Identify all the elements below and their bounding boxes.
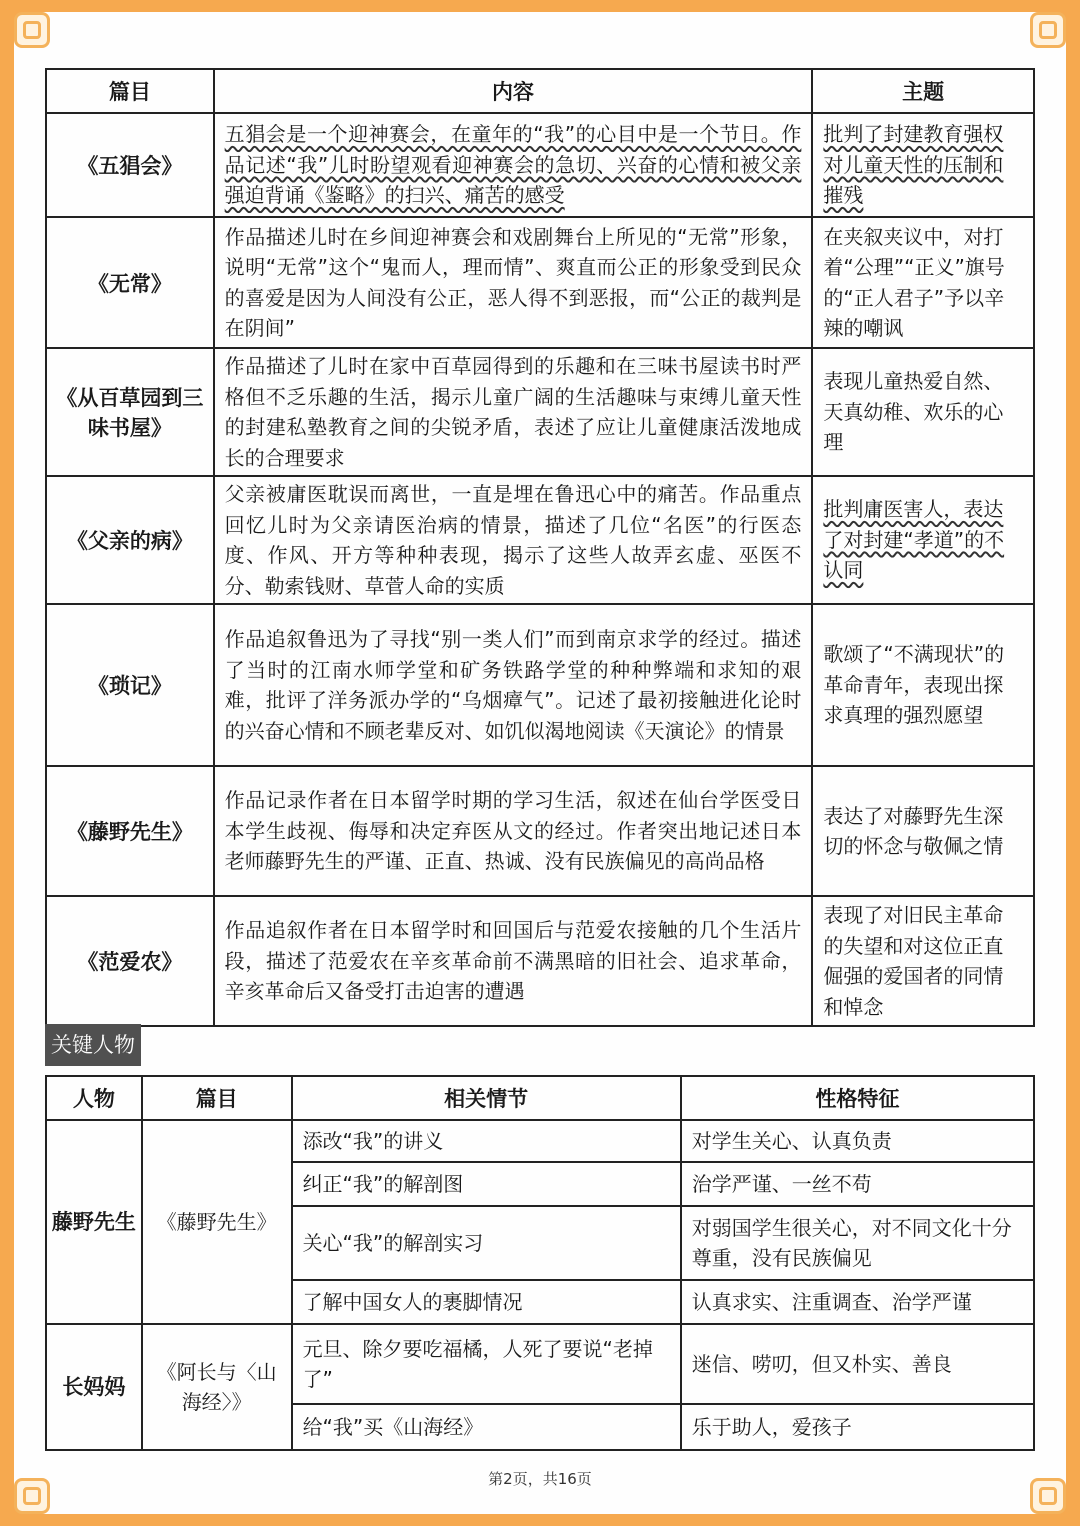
header-work: 篇目	[142, 1076, 292, 1120]
table-row	[46, 113, 1034, 217]
work-content: 作品描述儿时在乡间迎神赛会和戏剧舞台上所见的“无常”形象，说明“无常”这个“鬼而人，理而情”、爽直而公正的形象受到民众的喜爱是因为人间没有公正，恶人得不到恶报，而“公正的裁判是在阴间”	[214, 217, 813, 348]
characters-table-header	[46, 1076, 1034, 1120]
table-row	[46, 766, 1034, 896]
work-theme: 表现儿童热爱自然、天真幼稚、欢乐的心理	[812, 348, 1034, 476]
work-title: 《琐记》	[46, 604, 214, 766]
trait-cell: 治学严谨、一丝不苟	[681, 1162, 1034, 1206]
table-row	[46, 604, 1034, 766]
works-table-header	[46, 69, 1034, 113]
plot-cell: 关心“我”的解剖实习	[292, 1206, 681, 1280]
work-title: 《五猖会》	[46, 113, 214, 217]
work-content: 作品追叙鲁迅为了寻找“别一类人们”而到南京求学的经过。描述了当时的江南水师学堂和矿务铁路学堂的种种弊端和求知的艰难，批评了洋务派办学的“乌烟瘴气”。记述了最初接触进化论时的兴奋心情和不顾老辈反对、如饥似渴地阅读《天演论》的情景	[214, 604, 813, 766]
header-content: 内容	[214, 69, 813, 113]
table-row	[46, 476, 1034, 604]
table-row	[46, 1324, 1034, 1404]
header-title: 篇目	[46, 69, 214, 113]
table-row	[46, 896, 1034, 1026]
work-content: 作品记录作者在日本留学时期的学习生活，叙述在仙台学医受日本学生歧视、侮辱和决定弃医从文的经过。作者突出地记述日本老师藤野先生的严谨、正直、热诚、没有民族偏见的高尚品格	[214, 766, 813, 896]
header-plot: 相关情节	[292, 1076, 681, 1120]
character-name: 藤野先生	[46, 1120, 142, 1324]
page-number: 第2页，共16页	[488, 1470, 592, 1488]
header-trait: 性格特征	[681, 1076, 1034, 1120]
plot-cell: 给“我”买《山海经》	[292, 1404, 681, 1450]
table-row	[46, 1120, 1034, 1162]
work-content: 父亲被庸医耽误而离世，一直是埋在鲁迅心中的痛苦。作品重点回忆儿时为父亲请医治病的情景，描述了几位“名医”的行医态度、作风、开方等种种表现，揭示了这些人故弄玄虚、巫医不分、勒索钱财、草菅人命的实质	[214, 476, 813, 604]
work-content: 作品追叙作者在日本留学时和回国后与范爱农接触的几个生活片段，描述了范爱农在辛亥革命前不满黑暗的旧社会、追求革命，辛亥革命后又备受打击迫害的遭遇	[214, 896, 813, 1026]
work-theme: 表达了对藤野先生深切的怀念与敬佩之情	[812, 766, 1034, 896]
section-label: 关键人物	[45, 1024, 141, 1066]
trait-cell: 认真求实、注重调查、治学严谨	[681, 1280, 1034, 1324]
trait-cell: 乐于助人，爱孩子	[681, 1404, 1034, 1450]
work-theme: 批判了封建教育强权对儿童天性的压制和摧残	[812, 113, 1034, 217]
work-title: 《藤野先生》	[46, 766, 214, 896]
work-theme: 表现了对旧民主革命的失望和对这位正直倔强的爱国者的同情和悼念	[812, 896, 1034, 1026]
plot-cell: 元旦、除夕要吃福橘，人死了要说“老掉了”	[292, 1324, 681, 1404]
works-table	[45, 68, 1035, 1027]
header-person: 人物	[46, 1076, 142, 1120]
corner-ornament-icon	[1030, 12, 1066, 48]
work-theme: 批判庸医害人，表达了对封建“孝道”的不认同	[812, 476, 1034, 604]
page	[14, 12, 1066, 1514]
characters-table	[45, 1075, 1035, 1451]
work-title: 《无常》	[46, 217, 214, 348]
character-work: 《藤野先生》	[142, 1120, 292, 1324]
character-name: 长妈妈	[46, 1324, 142, 1450]
trait-cell: 对学生关心、认真负责	[681, 1120, 1034, 1162]
work-content: 作品描述了儿时在家中百草园得到的乐趣和在三味书屋读书时严格但不乏乐趣的生活，揭示儿童广阔的生活趣味与束缚儿童天性的封建私塾教育之间的尖锐矛盾，表述了应让儿童健康活泼地成长的合理要求	[214, 348, 813, 476]
work-title: 《范爱农》	[46, 896, 214, 1026]
character-work: 《阿长与〈山海经〉》	[142, 1324, 292, 1450]
header-theme: 主题	[812, 69, 1034, 113]
trait-cell: 对弱国学生很关心，对不同文化十分尊重，没有民族偏见	[681, 1206, 1034, 1280]
table-row	[46, 217, 1034, 348]
work-title: 《从百草园到三味书屋》	[46, 348, 214, 476]
plot-cell: 了解中国女人的裹脚情况	[292, 1280, 681, 1324]
trait-cell: 迷信、唠叨，但又朴实、善良	[681, 1324, 1034, 1404]
corner-ornament-icon	[14, 12, 50, 48]
work-title: 《父亲的病》	[46, 476, 214, 604]
work-content: 五猖会是一个迎神赛会，在童年的“我”的心目中是一个节日。作品记述“我”儿时盼望观看迎神赛会的急切、兴奋的心情和被父亲强迫背诵《鉴略》的扫兴、痛苦的感受	[214, 113, 813, 217]
work-theme: 在夹叙夹议中，对打着“公理”“正义”旗号的“正人君子”予以辛辣的嘲讽	[812, 217, 1034, 348]
work-theme: 歌颂了“不满现状”的革命青年，表现出探求真理的强烈愿望	[812, 604, 1034, 766]
plot-cell: 添改“我”的讲义	[292, 1120, 681, 1162]
table-row	[46, 348, 1034, 476]
plot-cell: 纠正“我”的解剖图	[292, 1162, 681, 1206]
